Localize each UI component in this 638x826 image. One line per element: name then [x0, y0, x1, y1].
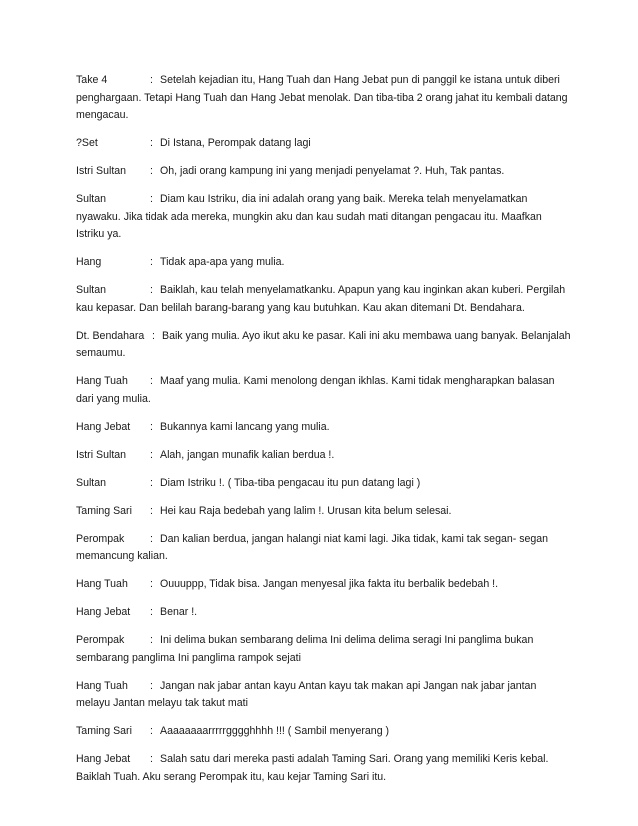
speaker-label: Hang Jebat: [76, 753, 131, 765]
dialogue-text: Alah, jangan munafik kalian berdua !.: [160, 448, 335, 461]
dialogue-text: Diam kau Istriku, dia ini adalah orang yang baik. Mereka telah menyelamatkan nyawaku. Jika tidak ada mereka, mungkin aku dan kau sudah mati ditangan pengacau itu. Maafkan Istriku ya.: [76, 193, 542, 240]
dialogue-text: Hei kau Raja bedebah yang lalim !. Urusan kita belum selesai.: [160, 504, 452, 517]
script-line-taming-sari: Taming Sari : Hei kau Raja bedebah yang lalim !. Urusan kita belum selesai.: [76, 503, 572, 521]
speaker-label: Taming Sari: [76, 504, 132, 517]
dialogue-text: Diam Istriku !. ( Tiba-tiba pengacau itu pun datang lagi ): [160, 476, 421, 489]
speaker-label: Taming Sari: [76, 725, 132, 737]
script-line-sultan: Sultan : Baiklah, kau telah menyelamatkanku. Apapun yang kau inginkan akan kuberi. Pergilah kau kepasar. Dan belilah barang-barang yang kau butuhkan. Kau akan ditemani Dt. Bendahara.: [76, 284, 566, 314]
dialogue-text: Maaf yang mulia. Kami menolong dengan ikhlas. Kami tidak mengharapkan balasan dari yang mulia.: [76, 375, 555, 405]
speaker-label: Sultan: [76, 284, 107, 296]
dialogue-text: Bukannya kami lancang yang mulia.: [160, 420, 330, 433]
speaker-label: Hang Tuah: [76, 375, 128, 387]
script-line-istri-sultan: Istri Sultan : Oh, jadi orang kampung ini yang menjadi penyelamat ?. Huh, Tak pantas.: [76, 163, 572, 181]
dialogue-text: Benar !.: [160, 606, 198, 618]
speaker-label: Perompak: [76, 532, 125, 545]
dialogue-text: Tidak apa-apa yang mulia.: [160, 256, 285, 268]
script-line-perompak: Perompak : Ini delima bukan sembarang delima Ini delima delima seragi Ini panglima bukan sembarang panglima Ini panglima rampok sejati: [76, 634, 534, 664]
script-line-sultan: Sultan : Diam Istriku !. ( Tiba-tiba pengacau itu pun datang lagi ): [76, 475, 572, 493]
script-line-take-4: Take 4 : Setelah kejadian itu, Hang Tuah dan Hang Jebat pun di panggil ke istana untuk diberi penghargaan. Tetapi Hang Tuah dan Hang Jebat menolak. Dan tiba-tiba 2 orang jahat itu kembali datang mengacau.: [76, 74, 568, 121]
script-line-taming-sari: Taming Sari : Aaaaaaaarrrrrgggghhhh !!! ( Sambil menyerang ): [76, 723, 572, 741]
speaker-label: Sultan: [76, 476, 107, 489]
script-line-set: ?Set : Di Istana, Perompak datang lagi: [76, 135, 572, 153]
dialogue-text: Di Istana, Perompak datang lagi: [160, 137, 311, 149]
speaker-label: Take 4: [76, 74, 108, 86]
script-line-sultan: Sultan : Diam kau Istriku, dia ini adalah orang yang baik. Mereka telah menyelamatkan nyawaku. Jika tidak ada mereka, mungkin aku dan kau sudah mati ditangan pengacau itu. Maafkan Istriku ya.: [76, 193, 542, 240]
dialogue-text: Oh, jadi orang kampung ini yang menjadi penyelamat ?. Huh, Tak pantas.: [160, 165, 505, 177]
script-line-hang-tuah: Hang Tuah : Ouuuppp, Tidak bisa. Jangan menyesal jika fakta itu berbalik bedebah !.: [76, 576, 572, 594]
dialogue-text: Ouuuppp, Tidak bisa. Jangan menyesal jika fakta itu berbalik bedebah !.: [160, 578, 499, 590]
dialogue-text: Ini delima bukan sembarang delima Ini delima delima seragi Ini panglima bukan sembarang panglima Ini panglima rampok sejati: [76, 634, 534, 664]
speaker-label: Hang Tuah: [76, 679, 128, 692]
script-line-perompak: Perompak : Dan kalian berdua, jangan halangi niat kami lagi. Jika tidak, kami tak segan- segan memancung kalian.: [76, 532, 549, 562]
speaker-label: ?Set: [76, 137, 98, 149]
script-line-hang-jebat: Hang Jebat : Benar !.: [76, 604, 572, 622]
script-line-hang-jebat: Hang Jebat : Bukannya kami lancang yang mulia.: [76, 419, 572, 437]
speaker-label: Hang Tuah: [76, 578, 128, 590]
script-line-dt-bendahara: Dt. Bendahara : Baik yang mulia. Ayo ikut aku ke pasar. Kali ini aku membawa uang banyak. Belanjalah semaumu.: [76, 329, 571, 359]
dialogue-text: Jangan nak jabar antan kayu Antan kayu tak makan api Jangan nak jabar jantan melayu Jantan melayu tak takut mati: [76, 679, 537, 709]
speaker-label: Hang Jebat: [76, 420, 131, 433]
speaker-label: Hang: [76, 256, 102, 268]
dialogue-text: Dan kalian berdua, jangan halangi niat kami lagi. Jika tidak, kami tak segan- segan memancung kalian.: [76, 532, 549, 562]
dialogue-text: Baik yang mulia. Ayo ikut aku ke pasar. Kali ini aku membawa uang banyak. Belanjalah semaumu.: [76, 329, 571, 359]
speaker-label: Perompak: [76, 634, 125, 646]
speaker-label: Hang Jebat: [76, 606, 131, 618]
script-line-hang: Hang : Tidak apa-apa yang mulia.: [76, 254, 572, 272]
speaker-label: Dt. Bendahara: [76, 329, 145, 342]
dialogue-text: Baiklah, kau telah menyelamatkanku. Apapun yang kau inginkan akan kuberi. Pergilah kau kepasar. Dan belilah barang-barang yang kau butuhkan. Kau akan ditemani Dt. Bendahara.: [76, 284, 566, 314]
dialogue-text: Salah satu dari mereka pasti adalah Taming Sari. Orang yang memiliki Keris kebal. Baiklah Tuah. Aku serang Perompak itu, kau kejar Taming Sari itu.: [76, 753, 549, 783]
script-line-hang-jebat: Hang Jebat : Salah satu dari mereka pasti adalah Taming Sari. Orang yang memiliki Keris kebal. Baiklah Tuah. Aku serang Perompak itu, kau kejar Taming Sari itu.: [76, 753, 549, 783]
script-page: [76, 72, 572, 797]
speaker-label: Sultan: [76, 193, 107, 205]
speaker-label: Istri Sultan: [76, 448, 127, 461]
speaker-label: Istri Sultan: [76, 165, 127, 177]
dialogue-text: Setelah kejadian itu, Hang Tuah dan Hang Jebat pun di panggil ke istana untuk diberi penghargaan. Tetapi Hang Tuah dan Hang Jebat menolak. Dan tiba-tiba 2 orang jahat itu kembali datang mengacau.: [76, 74, 568, 121]
dialogue-text: Aaaaaaaarrrrrgggghhhh !!! ( Sambil menyerang ): [160, 725, 390, 737]
script-line-hang-tuah: Hang Tuah : Jangan nak jabar antan kayu Antan kayu tak makan api Jangan nak jabar jantan melayu Jantan melayu tak takut mati: [76, 679, 537, 709]
script-line-hang-tuah: Hang Tuah : Maaf yang mulia. Kami menolong dengan ikhlas. Kami tidak mengharapkan balasan dari yang mulia.: [76, 375, 555, 405]
script-line-istri-sultan: Istri Sultan : Alah, jangan munafik kalian berdua !.: [76, 447, 572, 465]
